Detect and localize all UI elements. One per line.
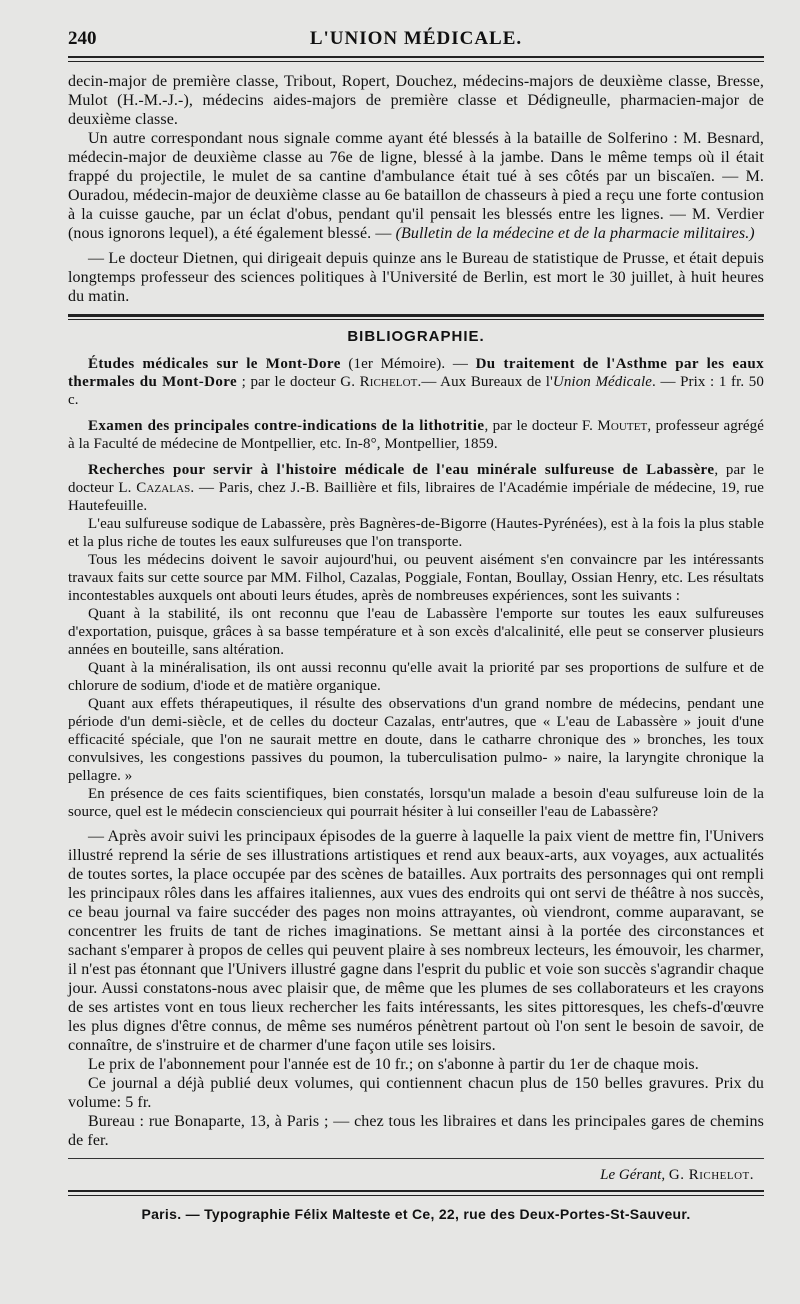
review-paragraph: En présence de ces faits scientifiques, bien constatés, lorsqu'un malade a besoin d'eau sulfureuse loin de la source, quel est le médecin consciencieux qui pourrait hésiter à lui conseiller l'eau de Labassère? [68, 786, 764, 820]
entry-details: . — Paris, chez J.-B. Baillière et fils, libraires de l'Académie impériale de médecine, 19, rue Hautefeuille. [68, 480, 764, 514]
signature-label: Le Gérant, [600, 1167, 666, 1183]
footer-rule [68, 1190, 764, 1196]
signature [68, 1167, 754, 1184]
entry-title: Examen des principales contre-indications de la lithotritie [88, 418, 485, 434]
obituary-paragraph: — Le docteur Dietnen, qui dirigeait depuis quinze ans le Bureau de statistique de Prusse, et était depuis longtemps professeur des sciences politiques à l'Université de Berlin, est mort le 30 juillet, à huit heures du matin. [68, 250, 764, 305]
officer-list-paragraph: decin-major de première classe, Tribout, Ropert, Douchez, médecins-majors de deuxième classe, Bresse, Mulot (H.-M.-J.-), médecins aides-majors de première classe et Dédigneulle, pharmacien-major de deuxième classe. [68, 73, 764, 128]
labassere-review [68, 515, 764, 821]
running-head [68, 24, 764, 56]
bibliography-heading: BIBLIOGRAPHIE. [347, 328, 485, 345]
entry-subtitle: Du traitement de l'Asthme par les eaux thermales du Mont-Dore [68, 356, 764, 390]
bibliography-entry-mont-dore [68, 355, 764, 409]
review-paragraph: Quant à la minéralisation, ils ont aussi reconnu qu'elle avait la priorité par ses proportions de sulfure et de chlorure de sodium, d'iode et de matière organique. [68, 660, 764, 694]
section-rule-top [68, 314, 764, 317]
univers-illustre-notice [68, 827, 764, 1150]
entry-title: Études médicales sur le Mont-Dore [88, 356, 341, 372]
entry-memoire: (1er Mémoire). — [340, 356, 476, 372]
signature-name: G. Richelot. [668, 1167, 754, 1183]
section-rule-bottom [68, 319, 764, 320]
entry-author-prefix: , par le docteur F. [484, 418, 598, 434]
entry-publisher: .— Aux Bureaux de l' [417, 374, 553, 390]
wounded-source: (Bulletin de la médecine et de la pharmacie militaires.) [395, 225, 755, 242]
entry-author: Moutet [597, 418, 648, 434]
entry-title: Recherches pour servir à l'histoire médicale de l'eau minérale sulfureuse de Labassère [88, 462, 715, 478]
entry-author-prefix: , par le docteur L. [68, 462, 765, 496]
page-number: 240 [68, 28, 97, 49]
entry-author-prefix: ; par le docteur G. [237, 374, 360, 390]
review-paragraph: Quant aux effets thérapeutiques, il résulte des observations d'un grand nombre de médecins, pendant une période d'un demi-siècle, et de celles du docteur Cazalas, entr'autres, que « L'eau de Labassère » jouit d'une efficacité spéciale, que l'on ne saurait mettre en doute, dans le catharre chronique des » bronches, les toux convulsives, les congestions passives du poumon, la tuberculisation pulmo- » naire, la laryngite chronique la pellagre. » [68, 696, 764, 784]
notice-paragraph: — Après avoir suivi les principaux épisodes de la guerre à laquelle la paix vient de mettre fin, l'Univers illustré reprend la série de ses illustrations artistiques et rend aux beaux-arts, aux voyages, aux actualités de toutes sortes, la place occupée par des scènes de batailles. Aux portraits des personnages qui ont rempli les principaux rôles dans les affaires italiennes, aux vues des endroits qui ont servi de théâtre à nos succès, ce beau journal va faire succéder des pages non moins attrayantes, où viendront, comme auparavant, se concentrer les fruits de tant de riches imaginations. Se mettant ainsi à la portée des circonstances et sachant s'emparer à propos de celles qui peuvent plaire à ses nombreux lecteurs, les émouvoir, les charmer, il n'est pas étonnant que l'Univers illustré gagne dans l'esprit du public et voie son succès s'agrandir chaque jour. Aussi constatons-nous avec plaisir que, de même que les plumes de ses collaborateurs et les crayons de ses artistes vont en tous lieux rechercher les faits intéressants, les sites pittoresques, les chefs-d'œuvre les plus dignes d'être connus, de même ses numéros pénètrent partout où l'on sent le besoin de savoir, de connaître, de s'instruire et de charmer d'une façon utile ses loisirs. [68, 828, 764, 1054]
entry-author: Richelot [359, 374, 418, 390]
review-paragraph: Quant à la stabilité, ils ont reconnu que l'eau de Labassère l'emporte sur toutes les eaux sulfureuses d'exportation, puisque, grâces à sa basse température et à son excès d'alcalinité, elle peut se conserver plusieurs années en bouteille, sans altération. [68, 606, 764, 658]
entry-price: . — Prix : 1 fr. 50 c. [68, 374, 764, 408]
entry-journal: Union Médicale [552, 374, 653, 390]
header-rule [68, 56, 764, 62]
entry-author: Cazalas [136, 480, 191, 496]
notice-paragraph: Le prix de l'abonnement pour l'année est de 10 fr.; on s'abonne à partir du 1er de chaque mois. [88, 1056, 699, 1073]
signature-rule [68, 1158, 764, 1159]
printer-imprint: Paris. — Typographie Félix Malteste et Ce, 22, rue des Deux-Portes-St-Sauveur. [141, 1206, 691, 1222]
entry-details: , professeur agrégé à la Faculté de médecine de Montpellier, etc. In-8°, Montpellier, 1859. [68, 418, 765, 452]
review-paragraph: L'eau sulfureuse sodique de Labassère, près Bagnères-de-Bigorre (Hautes-Pyrénées), est à la fois la plus stable et la plus riche de toutes les eaux sulfureuses que l'on transporte. [68, 516, 764, 550]
review-paragraph: Tous les médecins doivent le savoir aujourd'hui, ou peuvent aisément s'en convaincre par les intéressants travaux faits sur cette source par MM. Filhol, Cazalas, Poggiale, Fontan, Boullay, Ossian Henry, etc. Les résultats incontestables auxquels ont abouti leurs études, après de nombreuses expériences, sont les suivants : [68, 552, 764, 604]
notice-paragraph: Bureau : rue Bonaparte, 13, à Paris ; — chez tous les libraires et dans les principales gares de chemins de fer. [68, 1113, 764, 1149]
journal-title: L'UNION MÉDICALE. [309, 28, 523, 49]
bibliography-entry-lithotritie [68, 417, 764, 453]
notice-paragraph: Ce journal a déjà publié deux volumes, qui contiennent chacun plus de 150 belles gravures. Prix du volume: 5 fr. [68, 1075, 764, 1111]
wounded-doctors-paragraph [68, 129, 764, 243]
bibliography-entry-labassere [68, 461, 764, 515]
wounded-text: Un autre correspondant nous signale comme ayant été blessés à la bataille de Solferino : M. Besnard, médecin-major de deuxième classe au 76e de ligne, blessé à la jambe. Dans le même temps où il était frappé du projectile, le mulet de sa cantine d'ambulance était tué à ses côtés par un biscaïen. — M. Ouradou, médecin-major de deuxième classe au 6e bataillon de chasseurs à pied a reçu une forte contusion à la cuisse gauche, par un éclat d'obus, pendant qu'il pensait les blessés entre les lignes. — M. Verdier (nous ignorons lequel), a été également blessé. — [68, 130, 764, 242]
